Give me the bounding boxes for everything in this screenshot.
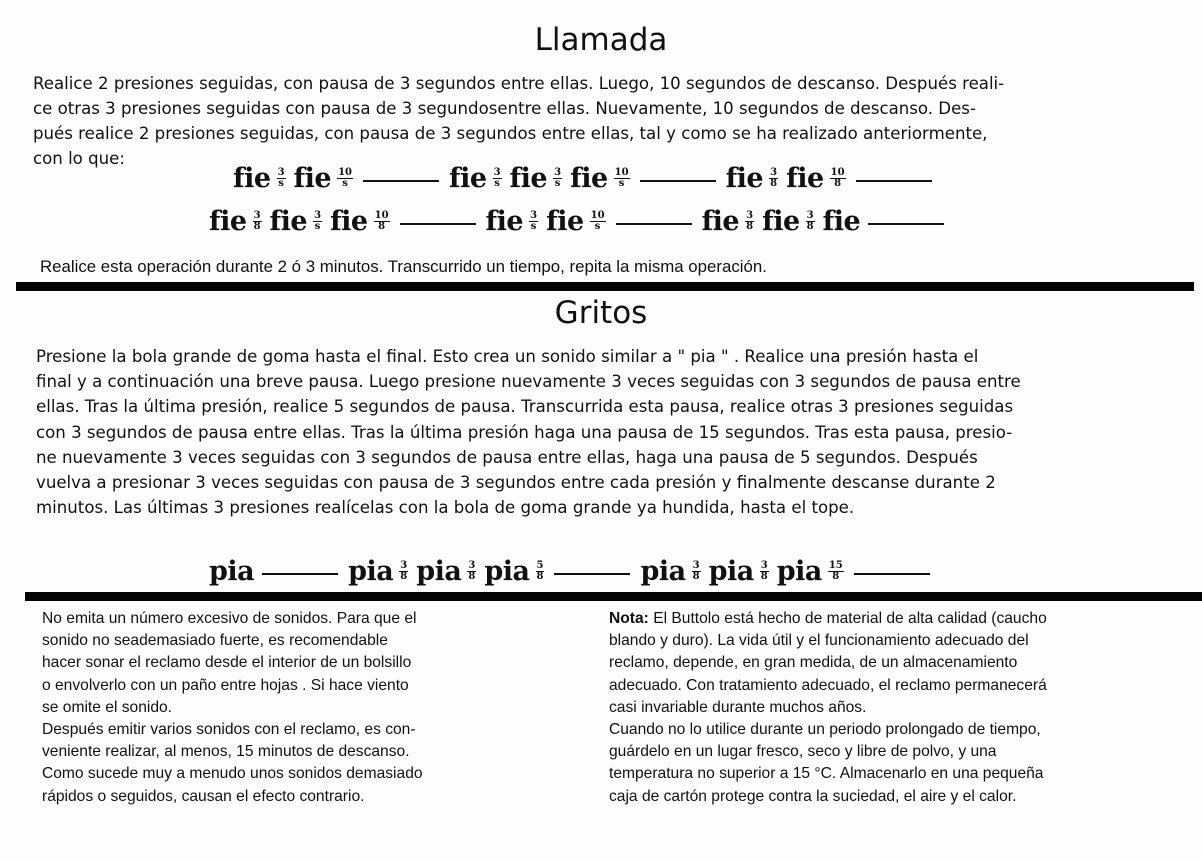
pause-fraction	[467, 561, 476, 582]
fraction-numerator: 10	[338, 167, 353, 178]
syllable: fie	[725, 163, 764, 194]
llamada-rhythm-row-1	[233, 163, 942, 194]
note-label: Nota:	[609, 610, 649, 627]
note-line: adecuado. Con tratamiento adecuado, el reclamo permanecerá	[609, 676, 1047, 694]
paragraph-line: vuelva a presionar 3 veces seguidas con pausa de 3 segundos entre cada presión y finalmente descanse durante 2	[36, 473, 996, 493]
paragraph-line: final y a continuación una breve pausa. Luego presione nuevamente 3 veces seguidas con 3 segundos de pausa entre	[36, 372, 1021, 392]
syllable: fie	[822, 206, 861, 237]
fraction-numerator: 3	[746, 210, 754, 221]
note-line: Después emitir varios sonidos con el reclamo, es con-	[42, 721, 416, 739]
note-line: No emita un número excesivo de sonidos. Para que el	[42, 610, 417, 627]
rest-dash	[363, 180, 439, 182]
fraction-denominator: 8	[806, 221, 814, 232]
fraction-denominator: 8	[253, 221, 261, 232]
paragraph-line: Presione la bola grande de goma hasta el final. Esto crea un sonido similar a " pia " . Realice una presión hasta el	[36, 347, 979, 366]
pause-fraction	[769, 168, 778, 189]
fraction-numerator: 3	[253, 210, 261, 221]
fraction-denominator: 8	[468, 571, 476, 582]
syllable: pia	[484, 556, 530, 587]
syllable: pia	[416, 556, 462, 587]
fraction-numerator: 3	[277, 167, 285, 178]
fraction-denominator: 8	[692, 571, 700, 582]
pause-fraction	[553, 168, 562, 189]
gritos-rhythm-row	[209, 556, 940, 587]
fraction-numerator: 3	[493, 167, 501, 178]
fraction-numerator: 3	[314, 210, 322, 221]
fraction-numerator: 3	[692, 560, 700, 571]
syllable: pia	[776, 556, 822, 587]
fraction-numerator: 15	[828, 560, 843, 571]
paragraph-line: ce otras 3 presiones seguidas con pausa de 3 segundosentre ellas. Nuevamente, 10 segundos de descanso. Des-	[33, 99, 976, 118]
note-line: casi invariable durante muchos años.	[609, 698, 867, 716]
note-line: temperatura no superior a 15 °C. Almacenarlo en una pequeña	[609, 765, 1044, 783]
fraction-denominator: s	[494, 178, 500, 189]
fraction-denominator: s	[278, 178, 284, 189]
paragraph-line: Realice 2 presiones seguidas, con pausa de 3 segundos entre ellas. Luego, 10 segundos de descanso. Después reali-	[33, 74, 1005, 93]
pause-fraction	[692, 561, 701, 582]
syllable: fie	[701, 206, 740, 237]
note-line: o envolverlo con un paño entre hojas . Si hace viento	[42, 676, 409, 694]
section-divider	[16, 282, 1194, 291]
paragraph-line: con lo que:	[33, 149, 125, 168]
syllable: fie	[762, 206, 800, 237]
fraction-numerator: 3	[806, 210, 814, 221]
syllable: pia	[209, 556, 255, 587]
pause-fraction	[529, 211, 538, 232]
note-line: se omite el sonido.	[42, 698, 173, 716]
note-text: El Buttolo está hecho de material de alta calidad (caucho	[648, 610, 1047, 627]
syllable: fie	[269, 206, 308, 237]
pause-fraction	[614, 168, 630, 189]
fraction-denominator: 8	[400, 571, 408, 582]
pause-fraction	[253, 211, 262, 232]
syllable: fie	[786, 163, 824, 194]
note-line: Como sucede muy a menudo unos sonidos demasiado	[42, 765, 423, 783]
fraction-denominator: s	[554, 178, 561, 189]
syllable: pia	[348, 556, 394, 587]
note-line: sonido no seademasiado fuerte, es recomendable	[42, 632, 388, 650]
syllable: fie	[509, 163, 548, 194]
rest-dash	[868, 223, 944, 225]
pause-fraction	[374, 211, 390, 232]
syllable: fie	[330, 206, 368, 237]
fraction-numerator: 3	[770, 167, 778, 178]
gritos-paragraph	[36, 344, 1021, 520]
fraction-numerator: 10	[830, 167, 845, 178]
gritos-title: Gritos	[554, 295, 648, 331]
rest-dash	[616, 223, 692, 225]
fraction-denominator: 8	[536, 571, 544, 582]
rest-dash	[262, 573, 338, 575]
fraction-denominator: s	[342, 178, 348, 189]
pause-fraction	[337, 168, 353, 189]
syllable: pia	[640, 556, 686, 587]
pause-fraction	[277, 168, 286, 189]
rest-dash	[856, 180, 932, 182]
syllable: fie	[293, 163, 332, 194]
fraction-denominator: s	[618, 178, 625, 189]
fraction-denominator: s	[530, 221, 537, 232]
pause-fraction	[745, 211, 754, 232]
fraction-numerator: 3	[468, 560, 476, 571]
pause-fraction	[806, 211, 815, 232]
fraction-numerator: 10	[374, 210, 389, 221]
pause-fraction	[760, 561, 769, 582]
note-line: reclamo, depende, en gran medida, de un almacenamiento	[609, 654, 1018, 672]
note-line: caja de cartón protege contra la suciedad, el aire y el calor.	[609, 787, 1017, 805]
syllable: fie	[570, 163, 608, 194]
llamada-closing: Realice esta operación durante 2 ó 3 minutos. Transcurrido un tiempo, repita la misma operación.	[40, 257, 767, 276]
paragraph-line: minutos. Las últimas 3 presiones realícelas con la bola de goma grande ya hundida, hasta el tope.	[36, 498, 855, 518]
rest-dash	[854, 573, 930, 575]
llamada-rhythm-row-2	[209, 206, 954, 237]
paragraph-line: ne nuevamente 3 veces seguidas con 3 segundos de pausa entre ellas, haga una pausa de 5 segundos. Después	[36, 447, 978, 467]
section-divider	[25, 592, 1202, 601]
note-line: veniente realizar, al menos, 15 minutos de descanso.	[42, 743, 410, 761]
fraction-denominator: s	[594, 221, 601, 232]
fraction-denominator: s	[314, 221, 321, 232]
note-line: guárdelo en un lugar fresco, seco y libre de polvo, y una	[609, 743, 997, 761]
note-line	[609, 608, 1047, 630]
pause-fraction	[313, 211, 322, 232]
fraction-denominator: 8	[834, 178, 842, 189]
pause-fraction	[536, 561, 545, 582]
fraction-numerator: 10	[614, 167, 629, 178]
pause-fraction	[399, 561, 408, 582]
pause-fraction	[590, 211, 606, 232]
rest-dash	[640, 180, 716, 182]
fraction-numerator: 3	[554, 167, 562, 178]
notes-right	[609, 608, 1047, 808]
fraction-denominator: 8	[832, 571, 840, 582]
rest-dash	[400, 223, 476, 225]
note-line: rápidos o seguidos, causan el efecto contrario.	[42, 787, 365, 805]
fraction-numerator: 10	[590, 210, 605, 221]
fraction-denominator: 8	[770, 178, 778, 189]
fraction-numerator: 3	[760, 560, 768, 571]
notes-left	[42, 608, 423, 808]
paragraph-line: pués realice 2 presiones seguidas, con pausa de 3 segundos entre ellas, tal y como se ha realizado anteriormente,	[33, 124, 988, 143]
fraction-denominator: 8	[760, 571, 768, 582]
fraction-denominator: 8	[378, 221, 386, 232]
rest-dash	[554, 573, 630, 575]
syllable: fie	[209, 206, 247, 237]
note-line: hacer sonar el reclamo desde el interior de un bolsillo	[42, 654, 412, 672]
llamada-title: Llamada	[534, 22, 668, 58]
syllable: fie	[485, 206, 524, 237]
note-line: Cuando no lo utilice durante un periodo prolongado de tiempo,	[609, 721, 1041, 739]
fraction-numerator: 3	[530, 210, 538, 221]
paragraph-line: ellas. Tras la última presión, realice 5 segundos de pausa. Transcurrida esta pausa, realice otras 3 presiones seguidas	[36, 397, 1014, 417]
fraction-denominator: 8	[746, 221, 754, 232]
paragraph-line: con 3 segundos de pausa entre ellas. Tras la última presión haga una pausa de 15 segundos. Tras esta pausa, presio-	[36, 422, 1013, 442]
pause-fraction	[828, 561, 844, 582]
syllable: fie	[233, 163, 271, 194]
note-line: blando y duro). La vida útil y el funcionamiento adecuado del	[609, 632, 1029, 650]
syllable: pia	[708, 556, 754, 587]
syllable: fie	[449, 163, 487, 194]
pause-fraction	[493, 168, 502, 189]
llamada-paragraph	[33, 71, 1004, 171]
fraction-numerator: 5	[536, 560, 544, 571]
pause-fraction	[830, 168, 846, 189]
fraction-numerator: 3	[400, 560, 408, 571]
syllable: fie	[546, 206, 584, 237]
